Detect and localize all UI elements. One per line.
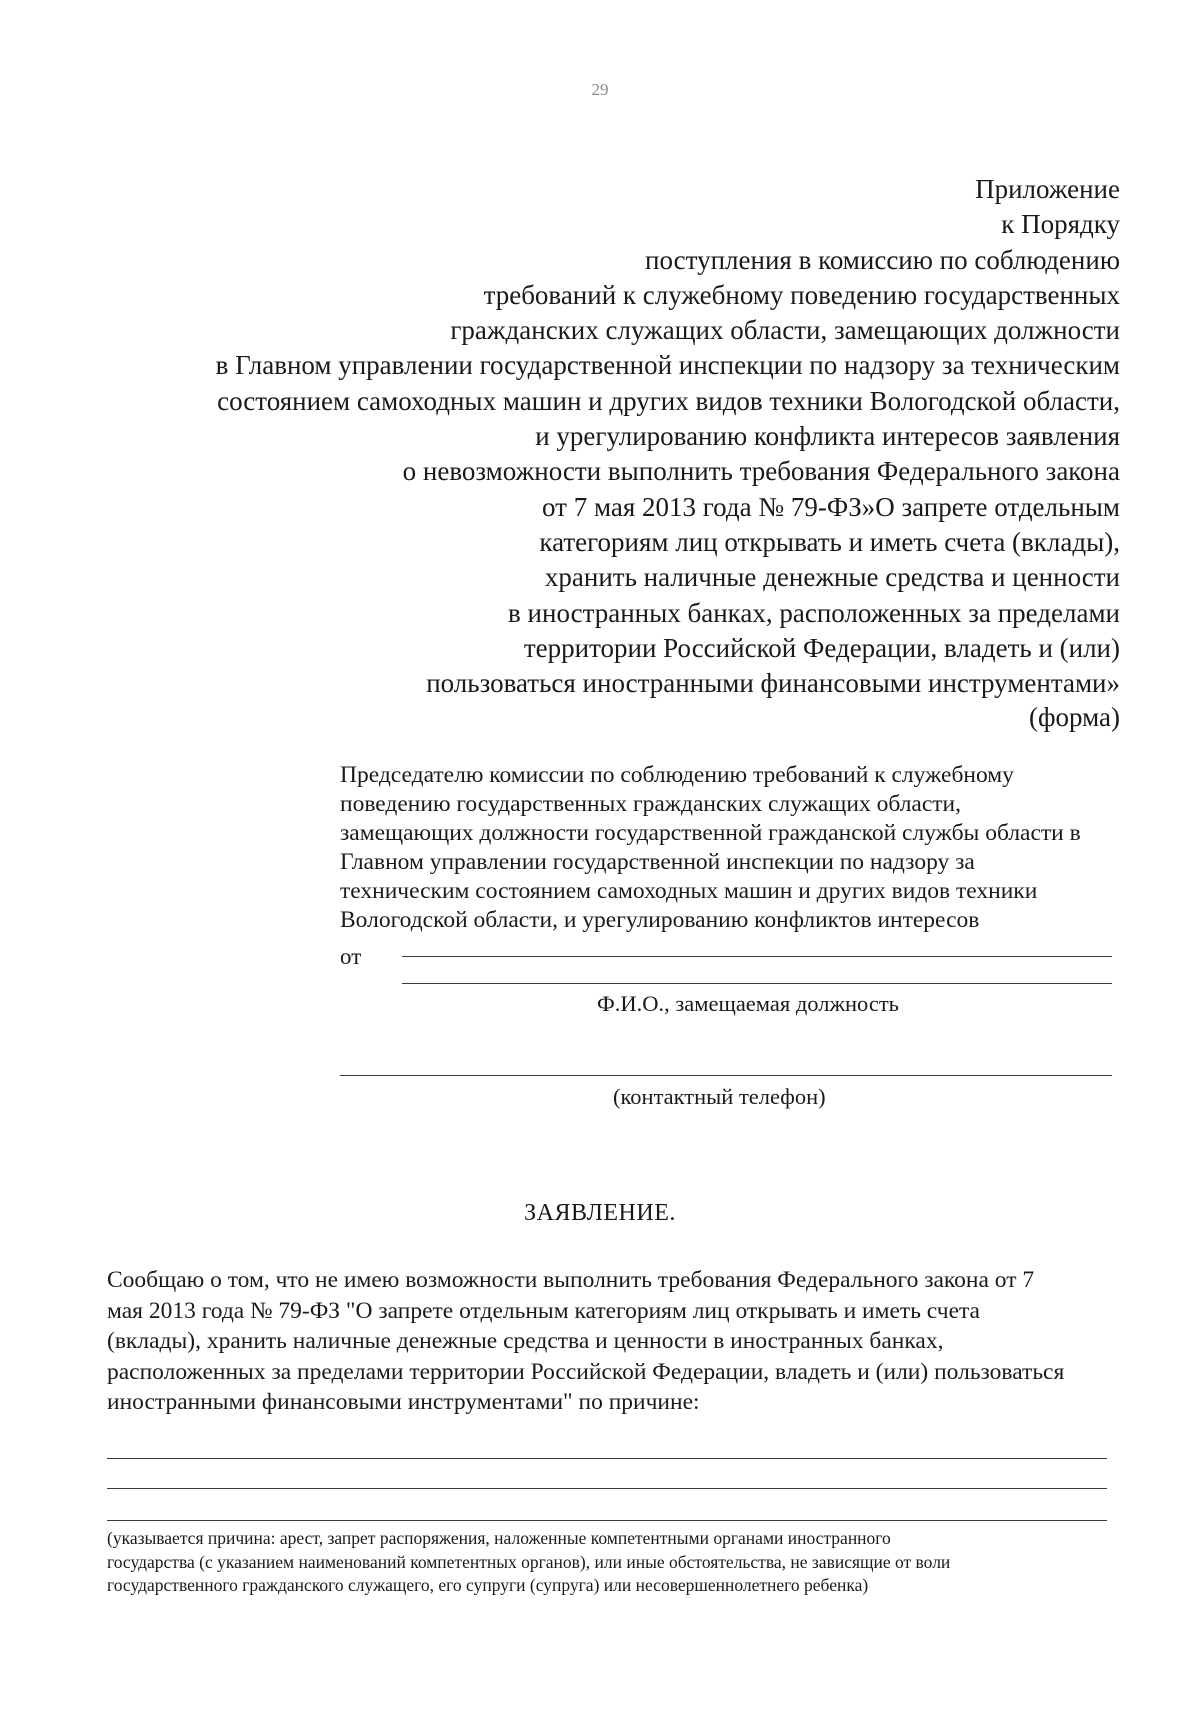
appendix-line: категориям лиц открывать и иметь счета (вклады),: [539, 526, 1120, 557]
appendix-header: [120, 172, 1120, 701]
reason-line-1[interactable]: [107, 1458, 1107, 1459]
footnote-line: государства (с указанием наименований компетентных органов), или иные обстоятельства, не зависящие от воли: [107, 1551, 951, 1572]
appendix-line: в Главном управлении государственной инспекции по надзору за техническим: [215, 350, 1120, 381]
addressee-line: поведению государственных гражданских служащих области,: [340, 791, 962, 817]
addressee-line: Вологодской области, и урегулированию конфликтов интересов: [340, 907, 980, 933]
appendix-line: в иностранных банках, расположенных за пределами: [508, 597, 1120, 628]
addressee-line: Главном управлении государственной инспекции по надзору за: [340, 849, 975, 875]
phone-caption: (контактный телефон): [613, 1084, 826, 1109]
footnote-line: (указывается причина: арест, запрет распоряжения, наложенные компетентными органами иностранного: [107, 1528, 891, 1548]
appendix-line: Приложение: [975, 174, 1120, 204]
statement-line: расположенных за пределами территории Российской Федерации, владеть и (или) пользоваться: [107, 1358, 1065, 1385]
appendix-line: о невозможности выполнить требования Федерального закона: [402, 456, 1120, 487]
page-number: 29: [591, 80, 609, 99]
addressee-line: Председателю комиссии по соблюдению требований к служебному: [340, 762, 1014, 788]
reason-line-2[interactable]: [107, 1488, 1107, 1489]
from-position-line[interactable]: [402, 983, 1112, 984]
footnote-line: государственного гражданского служащего, его супруги (супруга) или несовершеннолетнего ребенка): [107, 1575, 869, 1595]
form-label: (форма): [1029, 702, 1120, 732]
reason-line-3[interactable]: [107, 1520, 1107, 1521]
phone-line[interactable]: [340, 1075, 1112, 1076]
appendix-line: состоянием самоходных машин и других видов техники Вологодской области,: [217, 385, 1120, 416]
name-position-caption: Ф.И.О., замещаемая должность: [597, 991, 899, 1016]
addressee-line: замещающих должности государственной гражданской службы области в: [340, 820, 1081, 846]
appendix-line: территории Российской Федерации, владеть и (или): [523, 632, 1120, 663]
statement-line: мая 2013 года № 79-ФЗ "О запрете отдельным категориям лиц открывать и иметь счета: [107, 1297, 980, 1324]
statement-line: Сообщаю о том, что не имею возможности выполнить требования Федерального закона от 7: [107, 1267, 1035, 1293]
statement-line: (вклады), хранить наличные денежные средства и ценности в иностранных банках,: [107, 1328, 944, 1354]
appendix-line: требований к служебному поведению государственных: [483, 279, 1120, 310]
appendix-line: хранить наличные денежные средства и ценности: [544, 562, 1120, 593]
addressee-block: [340, 761, 1140, 935]
footnote: [107, 1527, 1127, 1598]
statement-title: ЗАЯВЛЕНИЕ.: [524, 1200, 676, 1226]
from-label: от: [340, 944, 362, 969]
appendix-line: поступления в комиссию по соблюдению: [645, 244, 1120, 275]
statement-body: [107, 1265, 1127, 1418]
statement-line: иностранными финансовыми инструментами" по причине:: [107, 1389, 700, 1415]
appendix-line: к Порядку: [1001, 209, 1120, 240]
appendix-line: от 7 мая 2013 года № 79-ФЗ»О запрете отдельным: [542, 491, 1120, 522]
from-name-line[interactable]: [402, 956, 1112, 957]
appendix-line: гражданских служащих области, замещающих должности: [450, 315, 1120, 346]
addressee-line: техническим состоянием самоходных машин и других видов техники: [340, 878, 1038, 904]
appendix-line: пользоваться иностранными финансовыми инструментами»: [426, 668, 1120, 699]
appendix-line: и урегулированию конфликта интересов заявления: [535, 421, 1120, 452]
